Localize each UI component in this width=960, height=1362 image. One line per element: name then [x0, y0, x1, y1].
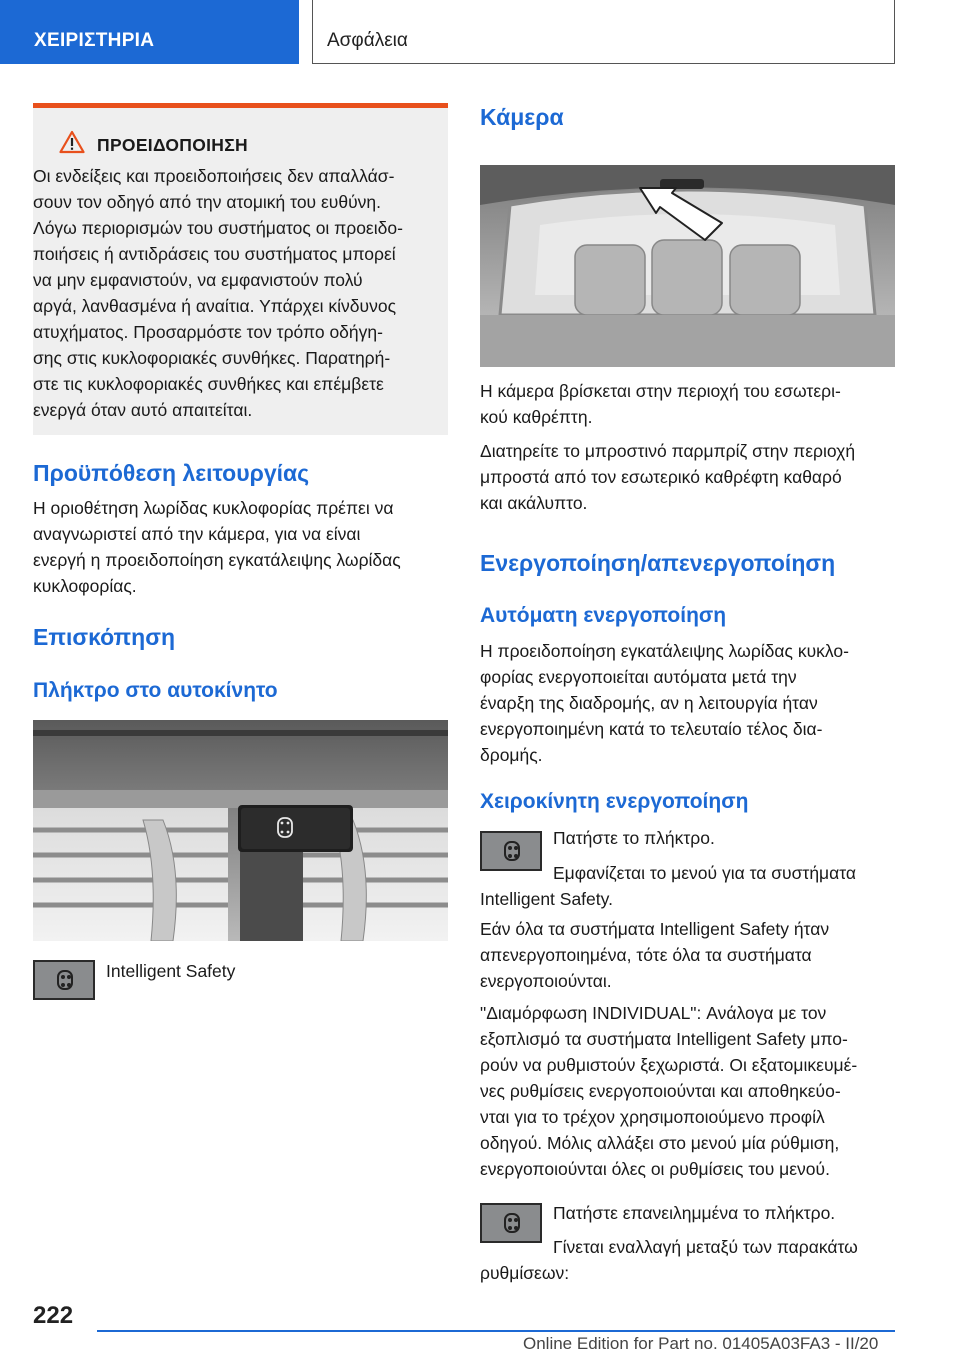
footer-divider: [97, 1330, 895, 1332]
intelligent-safety-button-icon: [33, 960, 95, 1000]
text-line: οδηγού. Μόλις αλλάξει στο μενού μία ρύθμιση,: [480, 1133, 840, 1153]
warning-line: ατυχήματος. Προσαρμόστε τον τρόπο οδήγη-: [33, 322, 383, 342]
section-title: Ασφάλεια: [312, 0, 895, 64]
text-line: "Διαμόρφωση INDIVIDUAL": Ανάλογα με τον: [480, 1003, 827, 1023]
dashboard-button-photo: [33, 720, 448, 941]
text-line: κού καθρέπτη.: [480, 407, 593, 427]
camera-location-photo: [480, 165, 895, 367]
warning-line: σουν τον οδηγό από την ατομική του ευθύνη.: [33, 192, 382, 212]
text-line: ενεργή η προειδοποίηση εγκατάλειψης λωρίδας: [33, 550, 401, 570]
step-toggle-settings: Γίνεται εναλλαγή μεταξύ των παρακάτω: [553, 1237, 858, 1257]
text-line: νες ρυθμίσεις ενεργοποιούνται και αποθηκεύο-: [480, 1081, 841, 1101]
intelligent-safety-button-icon: [480, 1203, 542, 1243]
heading-overview: Επισκόπηση: [33, 624, 175, 650]
step-menu-shown: Εμφανίζεται το μενού για τα συστήματα: [553, 863, 857, 883]
text-line: Διατηρείτε το μπροστινό παρμπρίζ στην περιοχή: [480, 441, 856, 461]
camera-paragraph-1: [480, 378, 895, 430]
warning-line: στε τις κυκλοφοριακές συνθήκες και επέμβετε: [33, 374, 384, 394]
heading-automatic-activation: Αυτόματη ενεργοποίηση: [480, 604, 727, 627]
warning-line: ενεργά όταν αυτό απαιτείται.: [33, 400, 253, 420]
text-line: ενεργοποιούνται όλες οι ρυθμίσεις του μενού.: [480, 1159, 830, 1179]
text-line: και ακάλυπτο.: [480, 493, 588, 513]
heading-manual-activation: Χειροκίνητη ενεργοποίηση: [480, 790, 749, 813]
step-menu-shown-cont: Intelligent Safety.: [480, 889, 613, 909]
heading-button-in-car: Πλήκτρο στο αυτοκίνητο: [33, 679, 278, 702]
warning-line: Λόγω περιορισμών του συστήματος οι προειδο-: [33, 218, 403, 238]
step-press-repeatedly: Πατήστε επανειλημμένα το πλήκτρο.: [553, 1203, 836, 1223]
edition-note: Online Edition for Part no. 01405A03FA3 - II/20: [523, 1334, 879, 1353]
warning-title: ΠΡΟΕΙΔΟΠΟΙΗΣΗ: [97, 135, 248, 155]
text-line: Η προειδοποίηση εγκατάλειψης λωρίδας κυκλο-: [480, 641, 849, 661]
warning-line: σης στις κυκλοφοριακές συνθήκες. Παρατηρή-: [33, 348, 391, 368]
text-line: ρούν να ρυθμιστούν ξεχωριστά. Οι εξατομικευμέ-: [480, 1055, 858, 1075]
text-line: Η κάμερα βρίσκεται στην περιοχή του εσωτερι-: [480, 381, 841, 401]
page-number: 222: [33, 1302, 74, 1329]
step-press-button: Πατήστε το πλήκτρο.: [553, 828, 715, 848]
text-line: μπροστά από τον εσωτερικό καθρέφτη καθαρό: [480, 467, 842, 487]
camera-paragraph-2: [480, 438, 895, 516]
heading-prerequisite: Προϋπόθεση λειτουργίας: [33, 460, 310, 486]
automatic-activation-text: [480, 638, 895, 768]
all-systems-paragraph: [480, 916, 895, 994]
text-line: αναγνωριστεί από την κάμερα, για να είναι: [33, 524, 361, 544]
text-line: απενεργοποιημένα, τότε όλα τα συστήματα: [480, 945, 812, 965]
warning-line: Οι ενδείξεις και προειδοποιήσεις δεν απαλλάσ-: [33, 166, 395, 186]
individual-config-paragraph: [480, 1000, 900, 1182]
warning-line: αργά, λανθασμένα ή αναίτια. Υπάρχει κίνδυνος: [33, 296, 396, 316]
text-line: Εάν όλα τα συστήματα Intelligent Safety ήταν: [480, 919, 830, 939]
text-line: Η οριοθέτηση λωρίδας κυκλοφορίας πρέπει να: [33, 498, 394, 518]
heading-activation: Ενεργοποίηση/απενεργοποίηση: [480, 550, 836, 576]
text-line: ενεργοποιημένη κατά το τελευταίο τέλος δια-: [480, 719, 823, 739]
text-line: δρομής.: [480, 745, 543, 765]
warning-line: ποιήσεις ή αντιδράσεις του συστήματος μπορεί: [33, 244, 396, 264]
heading-camera: Κάμερα: [480, 104, 564, 130]
chapter-tab: ΧΕΙΡΙΣΤΗΡΙΑ: [0, 0, 299, 64]
text-line: φορίας ενεργοποιείται αυτόματα μετά την: [480, 667, 797, 687]
text-line: έναρξη της διαδρομής, αν η λειτουργία ήταν: [480, 693, 818, 713]
warning-triangle-icon: [59, 130, 85, 154]
prerequisite-text: [33, 495, 448, 599]
step-toggle-settings-cont: ρυθμίσεων:: [480, 1263, 570, 1283]
text-line: νται για το τρέχον χρησιμοποιούμενο προφίλ: [480, 1107, 825, 1127]
warning-line: να μην εμφανιστούν, να εμφανιστούν πολύ: [33, 270, 363, 290]
text-line: εξοπλισμό τα συστήματα Intelligent Safety μπο-: [480, 1029, 848, 1049]
intelligent-safety-button-icon: [480, 831, 542, 871]
text-line: ενεργοποιούνται.: [480, 971, 612, 991]
warning-text: [33, 163, 448, 423]
warning-box: [33, 103, 448, 435]
text-line: κυκλοφορίας.: [33, 576, 137, 596]
button-label: Intelligent Safety: [106, 961, 236, 981]
